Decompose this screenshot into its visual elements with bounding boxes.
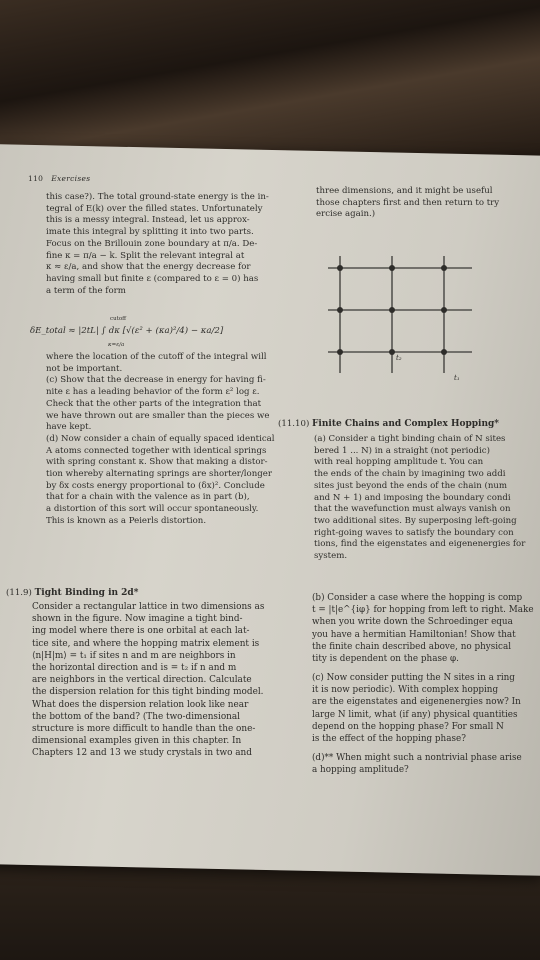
text-line: this is a messy integral. Instead, let us approx- [46,215,250,226]
text-line: Consider a rectangular lattice in two dimensions as [32,602,265,612]
text-line: tegral of E(k) over the filled states. Unfortunately [46,203,263,214]
t1-label: t₁ [454,374,460,382]
text-line: three dimensions, and it might be useful [316,186,493,196]
text-line: right-going waves to satisfy the boundary con [314,527,514,538]
text-line: a hopping amplitude? [312,765,409,776]
text-line: shown in the figure. Now imagine a tight bind- [32,614,243,625]
exercise-11-10-part-a [314,434,540,563]
text-line: are neighbors in the vertical direction. Calculate [32,675,252,686]
rectangular-lattice-figure [322,248,472,388]
equation-body: δE_total ≈ |2tL| ∫ dκ [√(ε² + (κa)²/4) − κa/2] [30,326,224,336]
text-line: ercise again.) [316,209,376,220]
text-line: sites just beyond the ends of the chain (num [314,480,508,491]
exercise-11-9-body [32,601,312,760]
text-line: this case?). The total ground-state energy is the in- [46,192,269,202]
text-line: a distortion of this sort will occur spontaneously. [46,504,259,515]
exercise-title: Finite Chains and Complex Hopping* [312,419,500,429]
text-line: dimensional examples given in this chapter. In [32,736,242,747]
text-line: bered 1 ... N) in a straight (not periodic) [314,445,490,456]
text-line: with spring constant κ. Show that making a distor- [46,457,268,468]
text-line: structure is more difficult to handle than the one- [32,724,256,735]
text-line: (d)** When might such a nontrivial phase arise [312,753,522,763]
exercise-number: (11.10) [278,419,310,429]
exercise-title: Tight Binding in 2d* [34,588,139,598]
text-line: Focus on the Brillouin zone boundary at π/a. De- [46,238,258,249]
text-line: not be important. [46,363,123,374]
text-line: we have thrown out are smaller than the pieces we [46,410,270,421]
text-line: κ ≈ ε/a, and show that the energy decrease for [46,262,251,273]
text-line: imate this integral by splitting it into two parts. [46,227,254,238]
text-line: the bottom of the band? (The two-dimensional [32,711,241,722]
text-line: system. [314,551,348,562]
text-line: those chapters first and then return to try [316,197,500,208]
text-line: ⟨n|H|m⟩ = t₁ if sites n and m are neighbors in [32,650,236,661]
text-line: two additional sites. By superposing left-going [314,515,517,526]
text-line: t = |t|e^{iφ} for hopping from left to right. Make [312,605,534,616]
text-line: where the location of the cutoff of the integral will [46,352,267,362]
exercise-number: (11.9) [6,588,32,598]
text-line: (b) Consider a case where the hopping is comp [312,593,523,603]
text-line: having small but finite ε (compared to ε = 0) has [46,273,259,284]
text-line: Chapters 12 and 13 we study crystals in two and [32,748,252,759]
energy-equation [30,316,224,348]
text-line: it is now periodic). With complex hopping [312,685,499,696]
text-line: the dispersion relation for this tight binding model. [32,687,264,698]
text-line: (d) Now consider a chain of equally spaced identical [46,433,275,444]
left-intro-text [46,192,306,297]
text-line: the finite chain described above, no physical [312,641,512,652]
integral-upper-limit: cutoff [110,316,127,322]
text-line: by δx costs energy proportional to (δx)². Conclude [46,480,265,491]
text-line: are the eigenstates and eigenenergies now? In [312,697,521,708]
text-line: is the effect of the hopping phase? [312,734,466,745]
t2-label: t₂ [396,354,402,362]
text-line: have kept. [46,422,92,433]
text-line: tice site, and where the hopping matrix element is [32,638,260,649]
text-line: What does the dispersion relation look like near [32,699,249,710]
exercise-11-10-heading [278,419,540,431]
text-line: with real hopping amplitude t. You can [314,457,484,468]
integral-lower-limit: κ=ε/a [108,342,125,348]
text-line: tion whereby alternating springs are shorter/longer [46,469,272,480]
exercise-11-10-part-c [312,672,540,745]
text-line: Check that the other parts of the integration that [46,398,262,409]
text-line: This is known as a Peierls distortion. [46,515,207,526]
right-intro-text [316,186,538,221]
text-line: the horizontal direction and is = t₂ if n and m [32,663,237,674]
page-number: 110 [28,174,44,183]
text-line: (c) Now consider putting the N sites in a ring [312,673,515,683]
text-line: nite ε has a leading behavior of the form ε² log ε. [46,387,260,398]
text-line: large N limit, what (if any) physical quantities [312,709,518,720]
running-header [28,174,90,183]
text-line: tity is dependent on the phase φ. [312,654,459,665]
text-line: the ends of the chain by imagining two addi [314,469,506,480]
exercise-11-10-part-d [312,752,540,776]
text-line: fine κ = π/a − k. Split the relevant integral at [46,250,245,261]
left-after-equation [46,352,308,528]
text-line: A atoms connected together with identical springs [46,445,267,456]
exercise-11-9-heading [6,588,306,600]
text-line: you have a hermitian Hamiltonian! Show that [312,629,516,640]
text-line: ing model where there is one orbital at each lat- [32,626,250,637]
section-name: Exercises [51,174,91,183]
text-line: tions, find the eigenstates and eigenenergies for [314,539,526,550]
text-line: (a) Consider a tight binding chain of N sites [314,434,506,444]
exercise-11-10-part-b [312,592,540,665]
text-line: that the wavefunction must always vanish on [314,504,511,515]
text-line: (c) Show that the decrease in energy for having fi- [46,375,266,386]
text-line: a term of the form [46,285,126,296]
text-line: that for a chain with the valence as in part (b), [46,492,250,503]
text-line: when you write down the Schroedinger equa [312,617,513,628]
text-line: and N + 1) and imposing the boundary condi [314,492,511,503]
text-line: depend on the hopping phase? For small N [312,721,504,732]
